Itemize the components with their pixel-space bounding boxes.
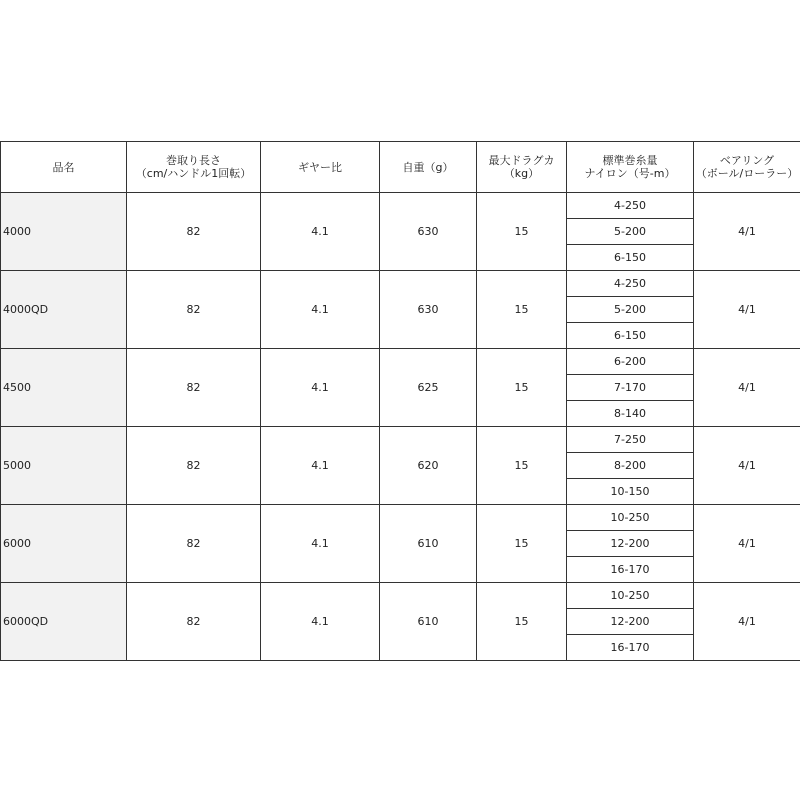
drag-cell: 15: [477, 349, 567, 427]
drag-cell: 15: [477, 583, 567, 661]
bearing-cell: 4/1: [694, 427, 800, 505]
model-cell: 4000: [1, 193, 127, 271]
nylon-cell: 12-200: [567, 531, 694, 557]
nylon-cell: 8-200: [567, 453, 694, 479]
model-cell: 4000QD: [1, 271, 127, 349]
nylon-cell: 4-250: [567, 271, 694, 297]
weight-cell: 625: [380, 349, 477, 427]
model-cell: 6000: [1, 505, 127, 583]
header-retrieve-length: 巻取り長さ （cm/ハンドル1回転）: [127, 142, 261, 193]
length-cell: 82: [127, 271, 261, 349]
nylon-cell: 16-170: [567, 557, 694, 583]
table-row: [1, 193, 800, 219]
gear-cell: 4.1: [261, 427, 380, 505]
nylon-cell: 10-250: [567, 583, 694, 609]
drag-cell: 15: [477, 505, 567, 583]
header-model: 品名: [1, 142, 127, 193]
header-line-capacity: 標準巻糸量 ナイロン（号-m）: [567, 142, 694, 193]
nylon-cell: 10-150: [567, 479, 694, 505]
length-cell: 82: [127, 583, 261, 661]
weight-cell: 630: [380, 271, 477, 349]
bearing-cell: 4/1: [694, 193, 800, 271]
table-row: [1, 427, 800, 453]
length-cell: 82: [127, 193, 261, 271]
nylon-cell: 5-200: [567, 219, 694, 245]
gear-cell: 4.1: [261, 349, 380, 427]
nylon-cell: 12-200: [567, 609, 694, 635]
spec-table: [0, 141, 800, 661]
length-cell: 82: [127, 427, 261, 505]
header-max-drag: 最大ドラグカ（kg）: [477, 142, 567, 193]
nylon-cell: 8-140: [567, 401, 694, 427]
table-row: [1, 271, 800, 297]
drag-cell: 15: [477, 427, 567, 505]
header-weight: 自重（g）: [380, 142, 477, 193]
weight-cell: 630: [380, 193, 477, 271]
length-cell: 82: [127, 349, 261, 427]
nylon-cell: 5-200: [567, 297, 694, 323]
gear-cell: 4.1: [261, 583, 380, 661]
weight-cell: 620: [380, 427, 477, 505]
bearing-cell: 4/1: [694, 349, 800, 427]
drag-cell: 15: [477, 271, 567, 349]
nylon-cell: 10-250: [567, 505, 694, 531]
weight-cell: 610: [380, 583, 477, 661]
nylon-cell: 6-200: [567, 349, 694, 375]
nylon-cell: 7-170: [567, 375, 694, 401]
model-cell: 4500: [1, 349, 127, 427]
bearing-cell: 4/1: [694, 583, 800, 661]
table-row: [1, 349, 800, 375]
nylon-cell: 6-150: [567, 323, 694, 349]
table-row: [1, 505, 800, 531]
bearing-cell: 4/1: [694, 505, 800, 583]
gear-cell: 4.1: [261, 505, 380, 583]
length-cell: 82: [127, 505, 261, 583]
header-gear-ratio: ギヤー比: [261, 142, 380, 193]
table-row: [1, 583, 800, 609]
nylon-cell: 6-150: [567, 245, 694, 271]
nylon-cell: 4-250: [567, 193, 694, 219]
drag-cell: 15: [477, 193, 567, 271]
weight-cell: 610: [380, 505, 477, 583]
model-cell: 5000: [1, 427, 127, 505]
nylon-cell: 7-250: [567, 427, 694, 453]
gear-cell: 4.1: [261, 271, 380, 349]
header-row: [1, 142, 800, 193]
nylon-cell: 16-170: [567, 635, 694, 661]
bearing-cell: 4/1: [694, 271, 800, 349]
header-bearing: ベアリング （ボール/ローラー）: [694, 142, 800, 193]
gear-cell: 4.1: [261, 193, 380, 271]
model-cell: 6000QD: [1, 583, 127, 661]
